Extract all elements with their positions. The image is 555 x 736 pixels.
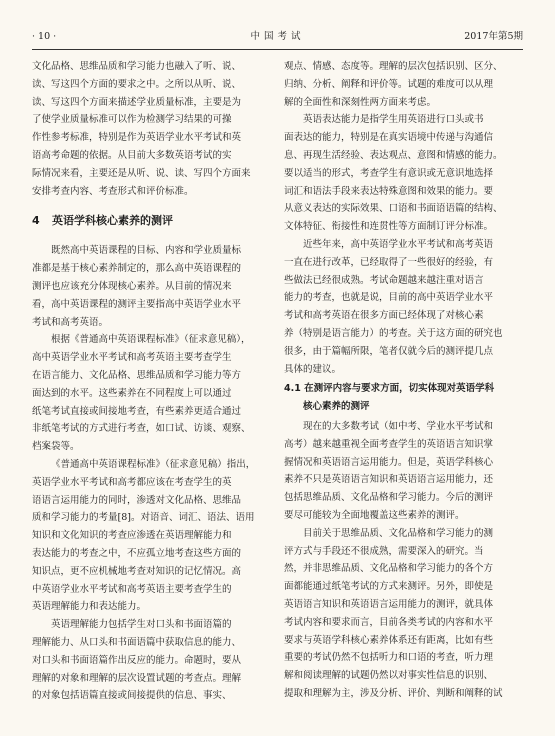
text-line: 考试和高考英语在很多方面已经体现了对核心素 — [284, 310, 484, 322]
text-line: 档案袋等。 — [32, 441, 80, 453]
text-line: 目前关于思维品质、文化品格和学习能力的测 — [303, 527, 494, 539]
text-line: 读、写这四个方面的要求之中。之所以从听、说、 — [32, 78, 242, 90]
text-line: 读、写这四个方面来描述学业质量标准，主要是为 — [32, 96, 242, 108]
text-line: 能力的考查，也就是说，目前的高中英语学业水平 — [284, 292, 494, 304]
paragraph — [284, 58, 522, 111]
text-line: 面达到的水平。这些素养在不同程度上可以通过 — [32, 387, 232, 399]
paragraph — [284, 525, 522, 703]
text-line: 从意义表达的实际效果、口语和书面语语篇的结构、 — [284, 203, 503, 215]
text-line: 归纳、分析、阐释和评价等。试题的难度可以从理 — [284, 78, 494, 90]
section-number: 4 — [32, 214, 40, 228]
text-line: 现在的大多数考试（如中考、学业水平考试和 — [303, 420, 494, 432]
text-line: 质和学习能力的考量[8]。对语音、词汇、语法、语用 — [32, 512, 255, 524]
text-line: 知识点，更不应机械地考查对知识的记忆情况。高 — [32, 565, 242, 577]
text-line: 重要的考试仍然不包括听力和口语的考查，听力理 — [284, 652, 494, 664]
subsection-title-line: 4.1 在测评内容与要求方面，切实体现对英语学科 — [284, 383, 495, 395]
text-line: 看，高中英语课程的测评主要指高中英语学业水平 — [32, 298, 242, 310]
subsection-heading — [284, 380, 522, 416]
text-line: 知识和文化知识的考查应渗透在英语理解能力和 — [32, 530, 232, 542]
text-line: 要以适当的形式，考查学生有意识或无意识地选择 — [284, 167, 494, 179]
text-line: 具体的建议。 — [284, 363, 342, 375]
text-line: 准都是基于核心素养制定的，那么高中英语课程的 — [32, 263, 242, 275]
text-line: 握情况和英语语言运用能力。但是，英语学科核心 — [284, 456, 494, 468]
right-column — [284, 58, 522, 703]
text-line: 非纸笔考试的方式进行考查，如口试、访谈、观察、 — [32, 423, 251, 435]
text-line: 评方式与手段还不很成熟，需要深入的研究。当 — [284, 545, 484, 557]
text-line: 很多，由于篇幅所限，笔者仅就今后的测评提几点 — [284, 345, 494, 357]
text-line: 要尽可能较为全面地覆盖这些素养的测评。 — [284, 509, 465, 521]
subsection-title-line: 核心素养的测评 — [303, 401, 370, 413]
paragraph — [284, 111, 522, 236]
text-line: 解和阅读理解的试题仍然以对事实性信息的识别、 — [284, 670, 494, 682]
text-line: 英语学业水平考试和高考都应该在考查学生的英 — [32, 476, 232, 488]
text-line: 词汇和语法手段来表达特殊意图和效果的能力。要 — [284, 185, 494, 197]
text-line: 要求与英语学科核心素养体系还有距离，比如有些 — [284, 634, 494, 646]
text-line: 对口头和书面语篇作出反应的能力。命题时，要从 — [32, 654, 242, 666]
text-line: 的对象包括语篇直接或间接提供的信息、事实、 — [32, 690, 232, 702]
text-line: 理解能力、从口头和书面语篇中获取信息的能力、 — [32, 636, 242, 648]
text-line: 然，并非思维品质、文化品格和学习能力的各个方 — [284, 563, 494, 575]
text-line: 在语言能力、文化品格、思维品质和学习能力等方 — [32, 369, 242, 381]
text-line: 测评也应该充分体现核心素养。从目前的情况来 — [32, 280, 232, 292]
text-line: 语语言运用能力的同时，渗透对文化品格、思维品 — [32, 494, 242, 506]
text-line: 英语理解能力和表达能力。 — [32, 601, 147, 613]
text-line: 些做法已经很成熟。考试命题越来越注重对语言 — [284, 274, 484, 286]
text-line: 表达能力的考查之中，不应孤立地考查这些方面的 — [32, 547, 242, 559]
text-line: 考试和高考英语。 — [32, 316, 109, 328]
text-line: 语高考命题的依据。从目前大多数英语考试的实 — [32, 149, 232, 161]
text-line: 理解的对象和理解的层次设置试题的考查点。理解 — [32, 672, 242, 684]
text-line: 文体特征、衔接性和连贯性等方面制订评分标准。 — [284, 221, 494, 233]
text-line: 《普通高中英语课程标准》（征求意见稿）指出， — [51, 458, 256, 470]
paragraph — [32, 242, 270, 331]
text-line: 英语表达能力是指学生用英语进行口头或书 — [303, 114, 484, 126]
text-line: 高考）越来越重视全面考查学生的英语语言知识掌 — [284, 438, 494, 450]
page-number: · 10 · — [32, 31, 57, 42]
text-line: 面都能通过纸笔考试的方式来测评。另外，即使是 — [284, 581, 494, 593]
paragraph — [32, 58, 270, 200]
text-line: 养（特别是语言能力）的考查。关于这方面的研究也 — [284, 327, 503, 339]
text-line: 中英语学业水平考试和高考英语主要考查学生的 — [32, 583, 232, 595]
paragraph — [32, 456, 270, 616]
text-line: 既然高中英语课程的目标、内容和学业质量标 — [51, 245, 242, 257]
journal-title: 中国考试 — [250, 31, 305, 42]
section-title: 英语学科核心素养的测评 — [52, 214, 173, 228]
text-line: 高中英语学业水平考试和高考英语主要考查学生 — [32, 352, 232, 364]
paragraph — [32, 331, 270, 456]
text-line: 一直在进行改革，已经取得了一些很好的经验，有 — [284, 256, 494, 268]
text-line: 英语理解能力包括学生对口头和书面语篇的 — [51, 619, 232, 631]
text-line: 素养不只是英语语言知识和英语语言运用能力，还 — [284, 474, 494, 486]
paragraph — [284, 418, 522, 525]
text-line: 包括思维品质、文化品格和学习能力。今后的测评 — [284, 492, 494, 504]
text-line: 近些年来，高中英语学业水平考试和高考英语 — [303, 238, 494, 250]
left-column — [32, 58, 270, 705]
paragraph — [284, 236, 522, 378]
text-line: 提取和理解为主，涉及分析、评价、判断和阐释的试 — [284, 687, 503, 699]
text-line: 了使学业质量标准可以作为检测学习结果的可操 — [32, 114, 232, 126]
header-rule — [32, 49, 523, 50]
text-line: 纸笔考试直接或间接地考查，有些素养更适合通过 — [32, 405, 242, 417]
section-heading — [32, 212, 270, 230]
text-line: 英语语言知识和英语语言运用能力的测评，就具体 — [284, 598, 494, 610]
paragraph — [32, 616, 270, 705]
text-line: 息、再现生活经验、表达观点、意图和情感的能力。 — [284, 149, 503, 161]
text-line: 安排考查内容、考查形式和评价标准。 — [32, 185, 194, 197]
text-line: 作性参考标准，特别是作为英语学业水平考试和英 — [32, 132, 242, 144]
running-header — [32, 30, 523, 44]
text-line: 面表达的能力，特别是在真实语境中传递与沟通信 — [284, 132, 494, 144]
text-line: 根据《普通高中英语课程标准》（征求意见稿）， — [51, 334, 251, 346]
text-line: 解的全面性和深刻性两方面来考虑。 — [284, 96, 437, 108]
text-line: 文化品格、思维品质和学习能力也融入了听、说、 — [32, 61, 242, 72]
text-line: 考试内容和要求而言，目前各类考试的内容和水平 — [284, 616, 494, 628]
text-line: 际情况来看，主要还是从听、说、读、写四个方面来 — [32, 167, 251, 179]
text-line: 观点、情感、态度等。理解的层次包括识别、区分、 — [284, 61, 503, 72]
issue-label: 2017年第5期 — [464, 31, 523, 42]
